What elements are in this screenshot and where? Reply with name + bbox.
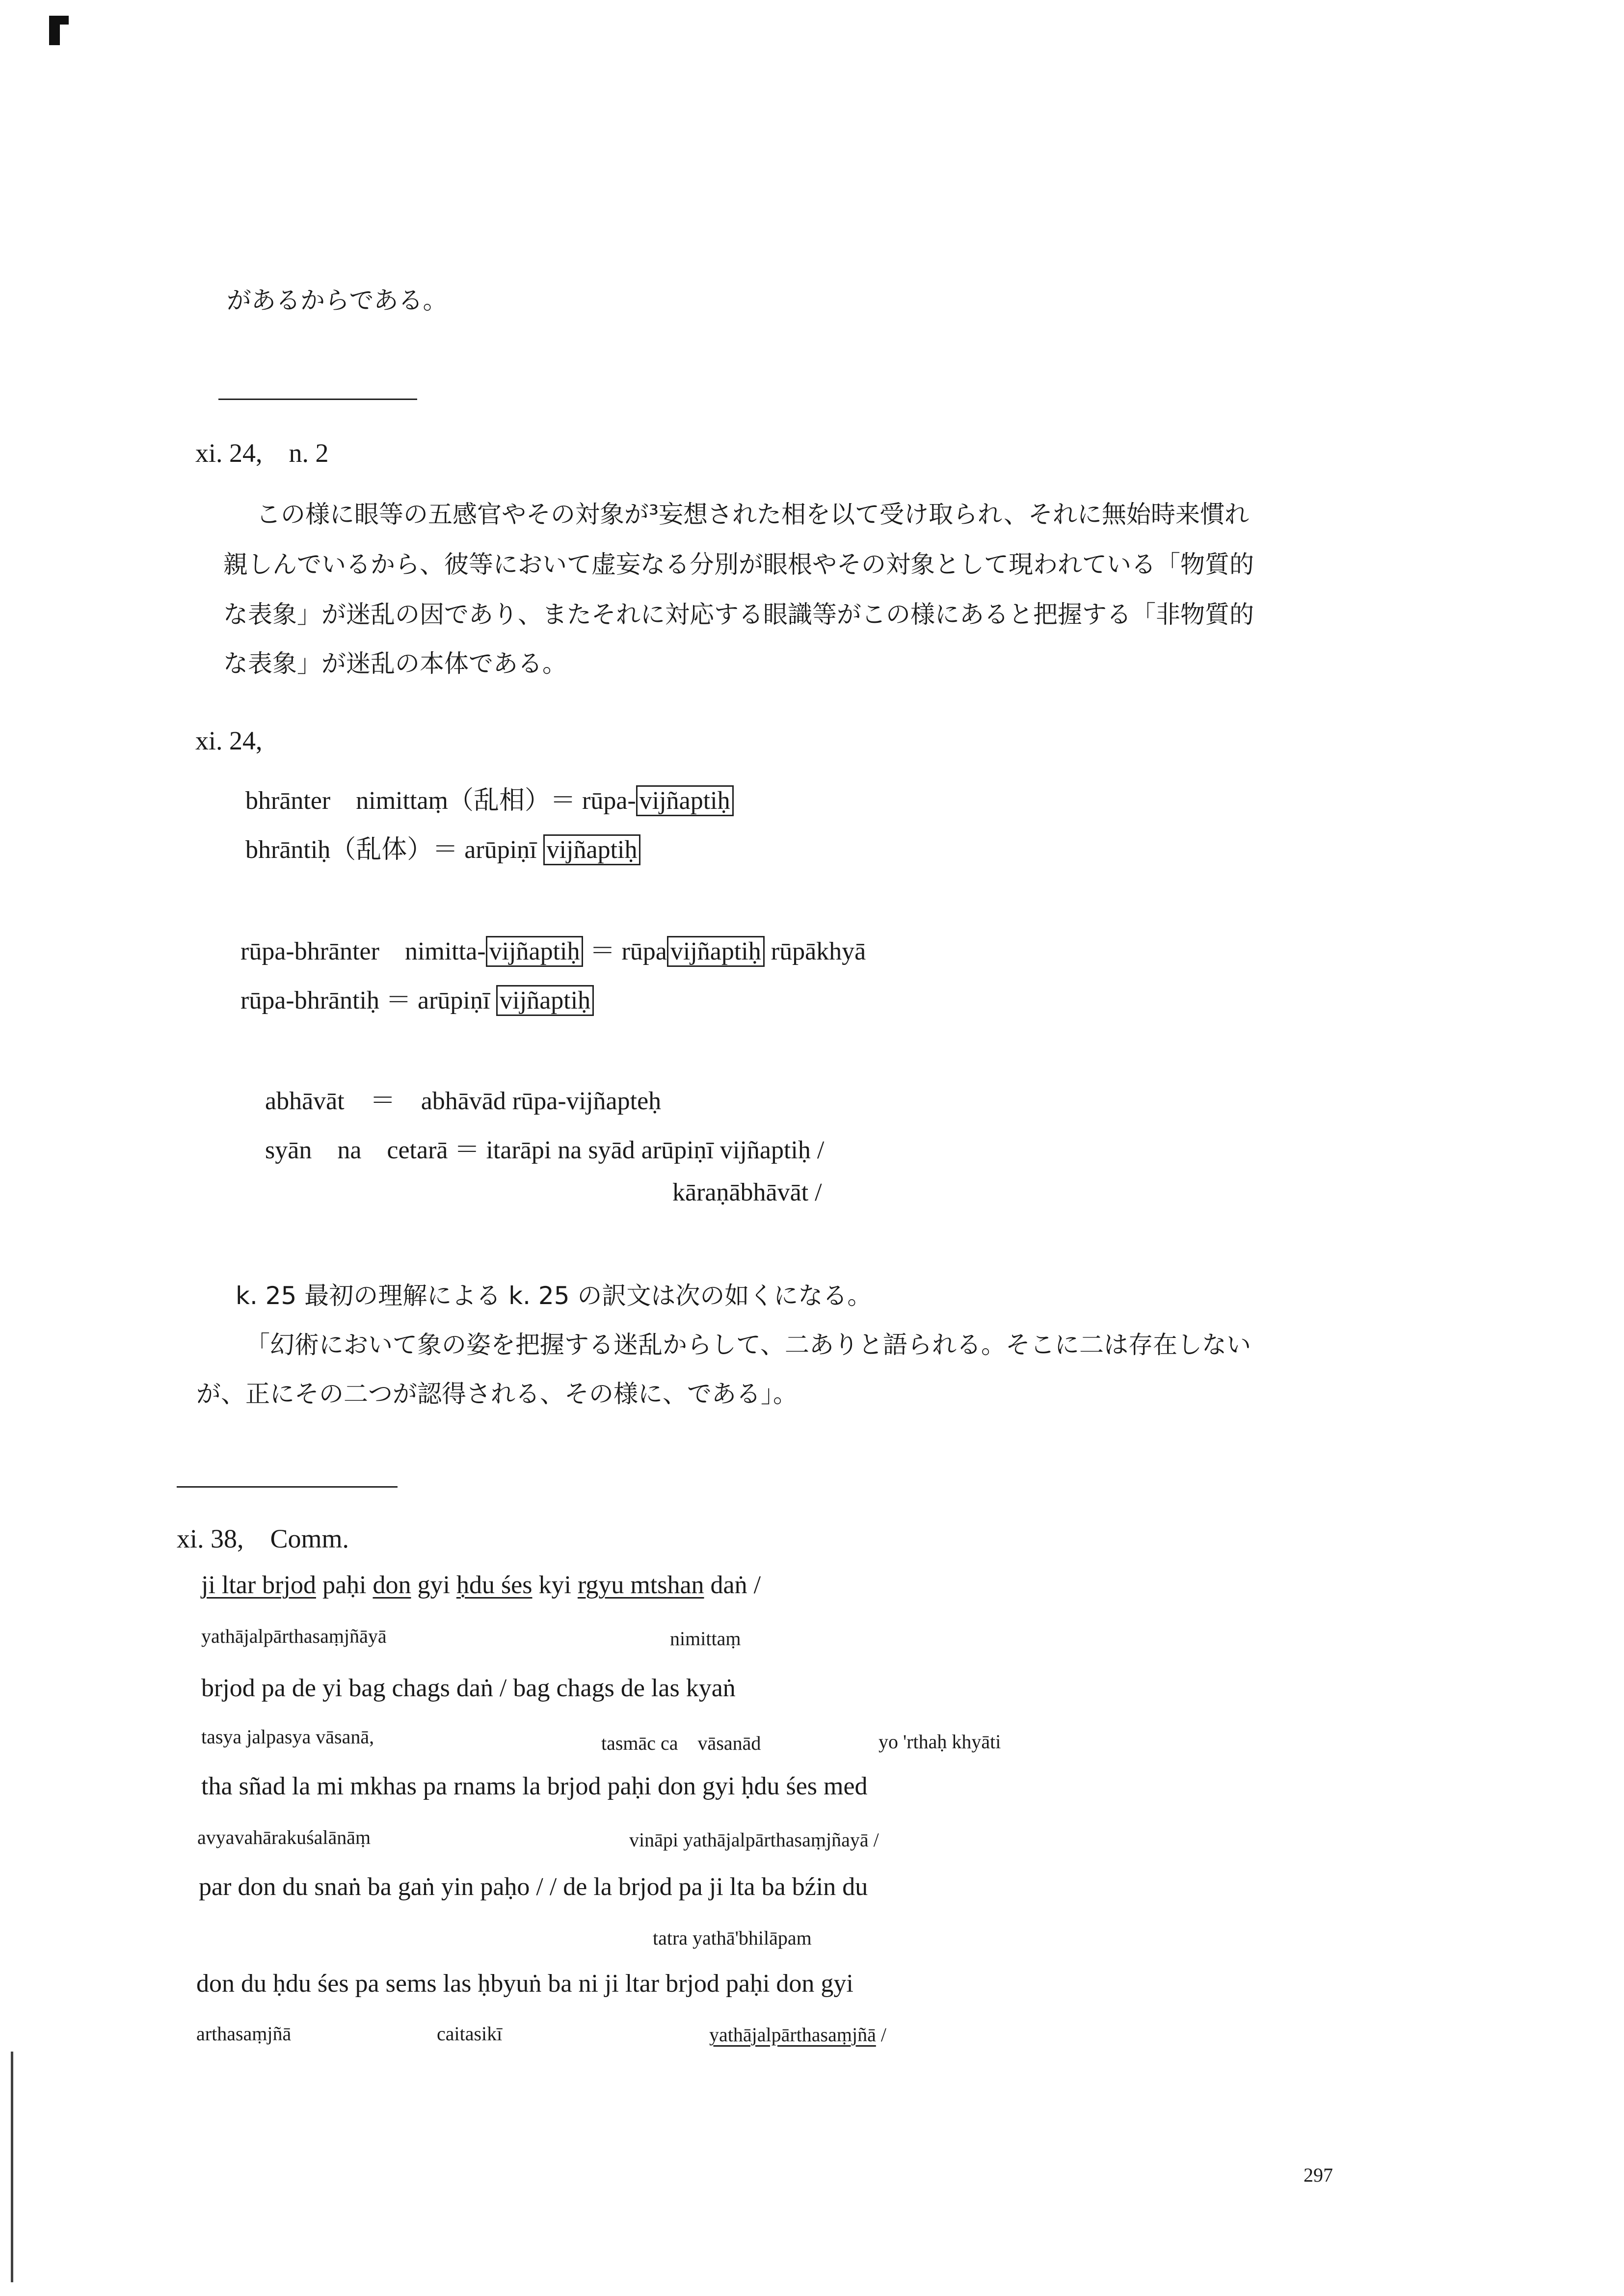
tib-text: daṅ /	[704, 1571, 761, 1599]
sanskrit-gloss: yathājalpārthasaṃjñāyā	[201, 1625, 387, 1647]
divider-1	[218, 399, 417, 400]
sanskrit-gloss: tasmāc ca vāsanād	[601, 1732, 761, 1754]
equation-line: kāraṇābhāvāt /	[672, 1178, 822, 1206]
underlined-term: rgyu mtshan	[577, 1571, 704, 1599]
paragraph-line: な表象」が迷乱の本体である。	[223, 649, 567, 678]
sanskrit-gloss: arthasaṃjñā	[196, 2023, 292, 2045]
eq-text: rūpa-bhrāntiḥ ＝ arūpiṇī	[240, 987, 497, 1015]
page-number: 297	[1304, 2164, 1333, 2186]
equation-line	[240, 979, 594, 1016]
tibetan-line: par don du snaṅ ba gaṅ yin paḥo / / de la brjod pa ji lta ba bźin du	[199, 1873, 868, 1901]
paragraph-line: この様に眼等の五感官やその対象が³妄想された相を以て受け取られ、それに無始時来慣れ	[256, 500, 1250, 529]
tibetan-line	[201, 1571, 761, 1600]
eq-text: bhrāntiḥ（乱体）＝ arūpiṇī	[245, 836, 543, 864]
section-heading-xi24n2: xi. 24, n. 2	[195, 438, 329, 468]
sanskrit-gloss: yo 'rthaḥ khyāti	[879, 1731, 1001, 1753]
eq-text: ＝ rūpa	[589, 937, 667, 965]
equation-line: syān na cetarā ＝ itarāpi na syād arūpiṇī vijñaptiḥ /	[265, 1136, 825, 1164]
underlined-term: yathājalpārthasaṃjñā	[709, 2024, 876, 2046]
sanskrit-gloss: vināpi yathājalpārthasaṃjñayā /	[629, 1829, 879, 1851]
paragraph-line: k. 25 最初の理解による k. 25 の訳文は次の如くになる。	[236, 1281, 872, 1310]
tib-text: kyi	[532, 1571, 578, 1599]
section-heading-xi38: xi. 38, Comm.	[177, 1524, 349, 1553]
sanskrit-gloss-line	[709, 2023, 886, 2046]
tib-text: paḥi	[316, 1571, 373, 1599]
boxed-term: vijñaptiḥ	[496, 985, 594, 1016]
sanskrit-gloss: tasya jalpasya vāsanā,	[201, 1726, 374, 1748]
gloss-text: /	[876, 2024, 886, 2046]
tib-text: gyi	[411, 1571, 456, 1599]
paragraph-line: が、正にその二つが認得される、その様に、である」。	[196, 1380, 798, 1408]
eq-text: rūpa-bhrānter nimitta-	[240, 937, 486, 965]
equation-line	[240, 930, 866, 967]
boxed-term: vijñaptiḥ	[543, 834, 641, 865]
sanskrit-gloss: nimittaṃ	[670, 1628, 741, 1650]
eq-text	[583, 937, 589, 965]
boxed-term: vijñaptiḥ	[667, 936, 765, 967]
boxed-term: vijñaptiḥ	[636, 785, 734, 816]
top-fragment: があるからである。	[227, 286, 448, 315]
divider-2	[177, 1486, 398, 1488]
tibetan-line: don du ḥdu śes pa sems las ḥbyuṅ ba ni ji ltar brjod paḥi don gyi	[196, 1970, 853, 1998]
underlined-term: ji ltar brjod	[201, 1571, 316, 1599]
underlined-term: ḥdu śes	[456, 1571, 532, 1599]
sanskrit-gloss: tatra yathā'bhilāpam	[653, 1927, 812, 1949]
underlined-term: don	[373, 1571, 411, 1599]
tibetan-line: brjod pa de yi bag chags daṅ / bag chags de las kyaṅ	[201, 1674, 736, 1702]
equation-line	[245, 779, 734, 816]
paragraph-line: な表象」が迷乱の因であり、またそれに対応する眼識等がこの様にあると把握する「非物質的	[223, 600, 1254, 629]
equation-line	[245, 828, 640, 865]
paragraph-line: 親しんでいるから、彼等において虚妄なる分別が眼根やその対象として現われている「物質的	[223, 550, 1254, 579]
corner-mark-foot	[49, 16, 69, 25]
tibetan-line: tha sñad la mi mkhas pa rnams la brjod paḥi don gyi ḥdu śes med	[201, 1772, 868, 1800]
sanskrit-gloss: avyavahārakuśalānāṃ	[197, 1826, 371, 1848]
sanskrit-gloss: caitasikī	[437, 2023, 503, 2045]
eq-text: rūpākhyā	[764, 937, 866, 965]
section-heading-xi24: xi. 24,	[195, 726, 263, 755]
boxed-term: vijñaptiḥ	[486, 936, 584, 967]
paragraph-line: 「幻術において象の姿を把握する迷乱からして、二ありと語られる。そこに二は存在しない	[245, 1331, 1251, 1359]
eq-text: bhrānter nimittaṃ（乱相）＝ rūpa-	[245, 787, 636, 815]
edge-shadow	[11, 2052, 13, 2282]
equation-line: abhāvāt ＝ abhāvād rūpa-vijñapteḥ	[265, 1087, 662, 1115]
